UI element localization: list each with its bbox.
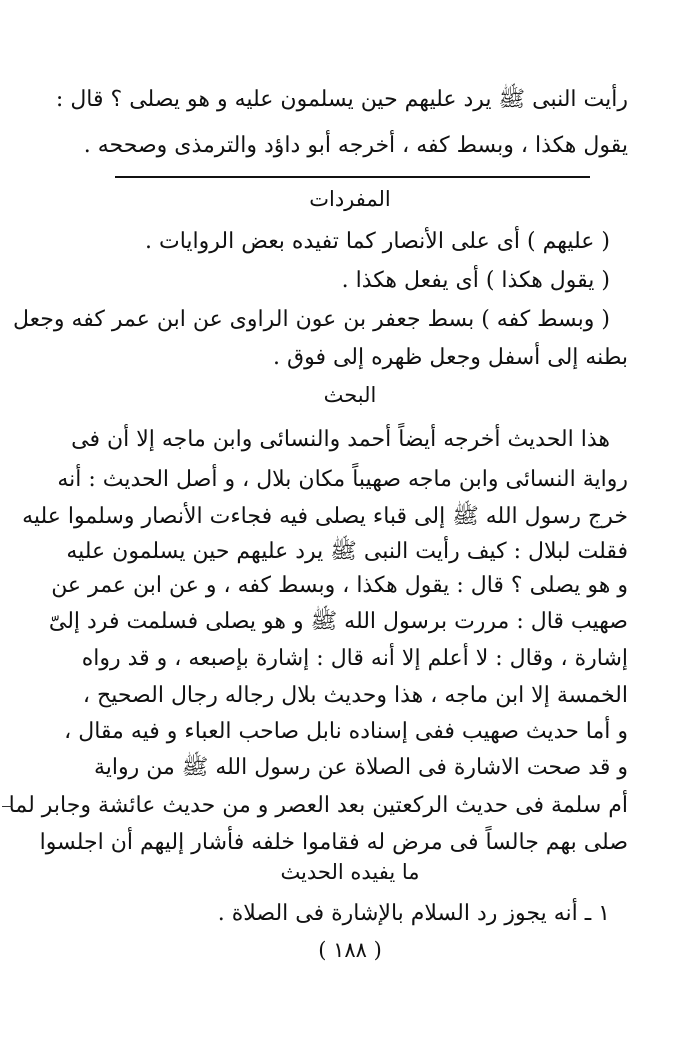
bahth-line-3: خرج رسول الله ﷺ إلى قباء يصلى فيه فجاءت الأنصار وسلموا عليه (22, 504, 628, 529)
bahth-heading: البحث (323, 383, 377, 407)
mufradat-entry-2: ( يقول هكذا ) أى يفعل هكذا . (341, 268, 610, 293)
mufradat-heading: المفردات (309, 187, 391, 211)
benefit-item-1: ١ ـ أنه يجوز رد السلام بالإشارة فى الصلاة . (217, 901, 610, 926)
bahth-line-10: و قد صحت الاشارة فى الصلاة عن رسول الله ﷺ من رواية (93, 755, 628, 780)
section-divider (115, 176, 590, 178)
bahth-line-12: صلى بهم جالساً فى مرض له فقاموا خلفه فأشار إليهم أن اجلسوا (39, 830, 628, 855)
page-number: ( ١٨٨ ) (318, 938, 382, 962)
bahth-line-8: الخمسة إلا ابن ماجه ، هذا وحديث بلال رجاله رجال الصحيح ، (82, 683, 628, 708)
mufradat-entry-3-line-1: ( وبسط كفه ) بسط جعفر بن عون الراوى عن ابن عمر كفه وجعل (12, 307, 610, 332)
bahth-line-1: هذا الحديث أخرجه أيضاً أحمد والنسائى وابن ماجه إلا أن فى (71, 427, 610, 452)
bahth-line-6: صهيب قال : مررت برسول الله ﷺ و هو يصلى فسلمت فرد إلىّ (48, 609, 628, 634)
mufradat-entry-1: ( عليهم ) أى على الأنصار كما تفيده بعض الروايات . (145, 229, 610, 254)
mufradat-entry-3-line-2: بطنه إلى أسفل وجعل ظهره إلى فوق . (273, 345, 628, 370)
bahth-line-7: إشارة ، وقال : لا أعلم إلا أنه قال : إشارة بإصبعه ، و قد رواه (81, 646, 628, 671)
margin-mark (2, 806, 12, 807)
bahth-line-4: فقلت لبلال : كيف رأيت النبى ﷺ يرد عليهم حين يسلمون عليه (66, 539, 628, 564)
bahth-line-9: و أما حديث صهيب ففى إسناده نابل صاحب العباء و فيه مقال ، (64, 719, 628, 744)
hadith-line-2: يقول هكذا ، وبسط كفه ، أخرجه أبو داؤد والترمذى وصححه . (83, 133, 628, 158)
bahth-line-11: أم سلمة فى حديث الركعتين بعد العصر و من حديث عائشة وجابر لما (8, 793, 628, 818)
bahth-line-5: و هو يصلى ؟ قال : يقول هكذا ، وبسط كفه ، و عن ابن عمر عن (51, 573, 628, 598)
benefits-heading: ما يفيده الحديث (280, 860, 420, 884)
hadith-line-1: رأيت النبى ﷺ يرد عليهم حين يسلمون عليه و هو يصلى ؟ قال : (55, 87, 628, 112)
bahth-line-2: رواية النسائى وابن ماجه صهيباً مكان بلال ، و أصل الحديث : أنه (57, 467, 628, 492)
